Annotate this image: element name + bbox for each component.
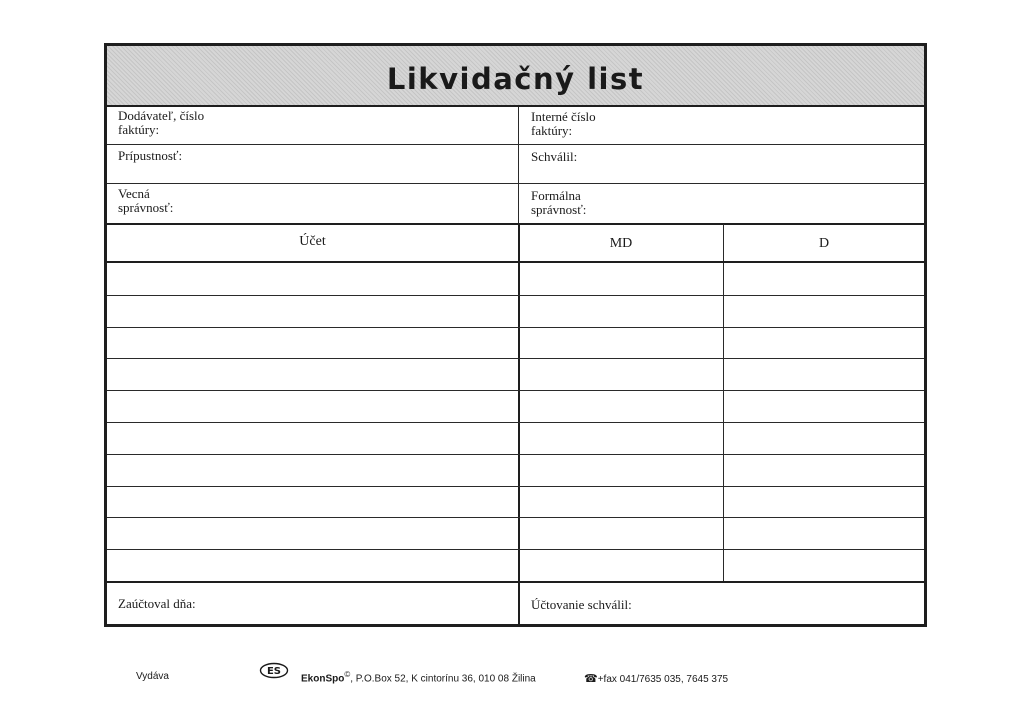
table-row[interactable] [107, 358, 924, 390]
publisher-info [301, 670, 536, 684]
publisher-address: , P.O.Box 52, K cintorínu 36, 010 08 Žilina [350, 673, 536, 685]
bottom-divider [518, 582, 520, 624]
table-row-line [107, 295, 924, 296]
phone-info [584, 672, 728, 685]
column-header-md: MD [609, 236, 633, 251]
phone-icon: ☎ [584, 673, 598, 685]
table-row-line [107, 549, 924, 550]
table-row-line [107, 486, 924, 487]
liquidation-form [104, 43, 927, 627]
column-header-account: Účet [299, 234, 326, 249]
column-header-d: D [818, 236, 830, 251]
formal-correctness-label: Formálna správnosť: [531, 188, 587, 217]
publisher-label: Vydáva [136, 671, 169, 682]
form-title: Likvidačný list [386, 61, 645, 96]
table-row[interactable] [107, 263, 924, 295]
copyright-mark: © [344, 670, 351, 679]
table-row[interactable] [107, 454, 924, 486]
table-row[interactable] [107, 486, 924, 518]
supplier-invoice-label: Dodávateľ, číslo faktúry: [118, 108, 205, 137]
company-name: EkonSpo [301, 673, 345, 685]
table-row[interactable] [107, 390, 924, 422]
table-row-line [107, 358, 924, 359]
table-top-border [107, 223, 924, 225]
table-row[interactable] [107, 327, 924, 359]
internal-number-label: Interné číslo faktúry: [531, 109, 596, 138]
field-row-line [107, 144, 924, 145]
field-divider [518, 107, 519, 224]
title-bar [107, 46, 924, 107]
logo-text: ES [266, 666, 282, 677]
admissibility-label: Prípustnosť: [118, 148, 183, 163]
posting-approved-label: Účtovanie schválil: [531, 597, 632, 612]
table-row[interactable] [107, 295, 924, 327]
factual-correctness-label: Vecná správnosť: [118, 186, 174, 215]
table-bottom-border [107, 581, 924, 583]
table-row-line [107, 517, 924, 518]
table-row-line [107, 390, 924, 391]
approved-label: Schválil: [531, 149, 578, 164]
table-row-line [107, 327, 924, 328]
publisher-logo-icon [259, 662, 289, 679]
table-row-line [107, 422, 924, 423]
field-row-line [107, 183, 924, 184]
table-row[interactable] [107, 422, 924, 454]
table-row[interactable] [107, 549, 924, 581]
table-row-line [107, 454, 924, 455]
table-row[interactable] [107, 517, 924, 549]
posted-on-label: Zaúčtoval dňa: [118, 596, 196, 611]
phone-number: +fax 041/7635 035, 7645 375 [597, 674, 729, 685]
